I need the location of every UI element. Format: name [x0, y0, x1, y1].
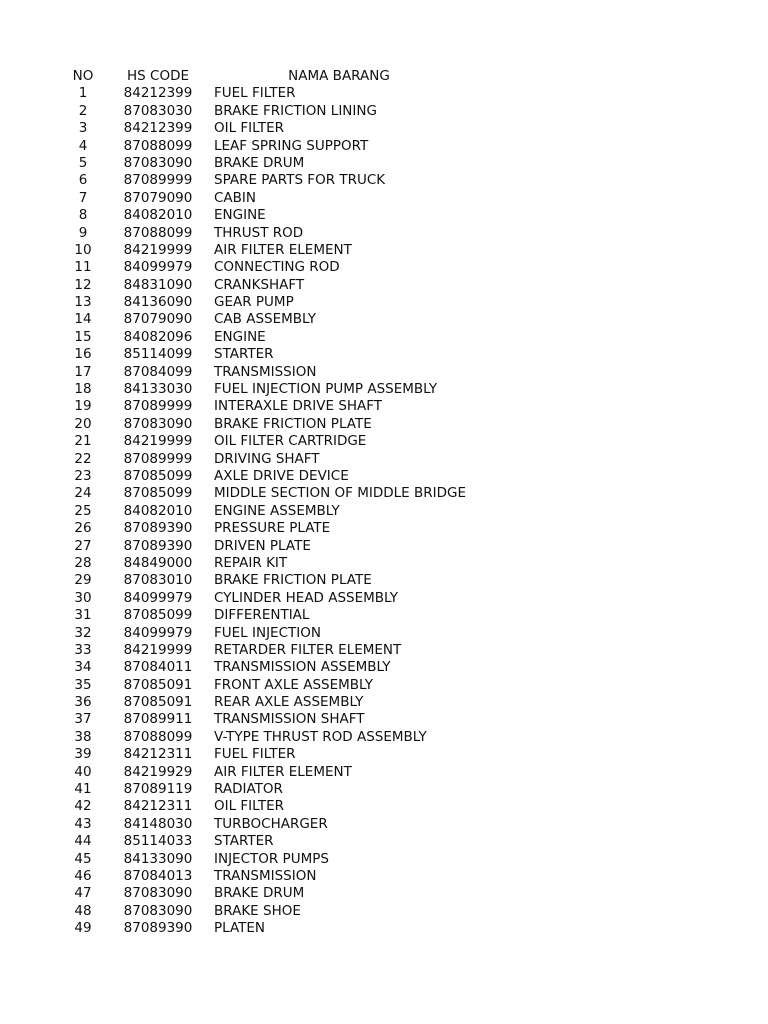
- row-no: 3: [78, 120, 88, 137]
- row-hs-code: 87079090: [123, 311, 193, 328]
- row-hs-code: 87089390: [123, 537, 193, 554]
- row-hs-code: 84212311: [123, 798, 193, 815]
- row-item-name: FRONT AXLE ASSEMBLY: [214, 676, 374, 693]
- table-row: [60, 520, 500, 537]
- table-row: [60, 451, 500, 468]
- row-hs-code: 87089999: [123, 398, 193, 415]
- row-item-name: GEAR PUMP: [214, 294, 294, 311]
- row-hs-code: 84082096: [123, 328, 193, 345]
- row-hs-code: 87088099: [123, 728, 193, 745]
- row-item-name: REAR AXLE ASSEMBLY: [214, 694, 364, 711]
- table-row: [60, 625, 500, 642]
- table-row: [60, 346, 500, 363]
- row-item-name: DRIVING SHAFT: [214, 450, 320, 467]
- row-hs-code: 84219999: [123, 241, 193, 258]
- table-row: [60, 851, 500, 868]
- row-hs-code: 84831090: [123, 276, 193, 293]
- row-item-name: AIR FILTER ELEMENT: [214, 763, 352, 780]
- table-row: [60, 746, 500, 763]
- header-no: NO: [72, 68, 94, 84]
- table-row: [60, 398, 500, 415]
- row-hs-code: 87085091: [123, 694, 193, 711]
- row-hs-code: 84849000: [123, 554, 193, 571]
- table-row: [60, 659, 500, 676]
- row-no: 14: [74, 311, 92, 328]
- row-item-name: RADIATOR: [214, 781, 283, 798]
- row-no: 38: [74, 728, 92, 745]
- row-no: 19: [74, 398, 92, 415]
- row-no: 45: [74, 850, 92, 867]
- row-no: 11: [74, 259, 92, 276]
- row-hs-code: 84148030: [123, 815, 193, 832]
- row-hs-code: 84133030: [123, 381, 193, 398]
- table-row: [60, 764, 500, 781]
- row-no: 32: [74, 624, 92, 641]
- table-row: [60, 190, 500, 207]
- table-row: [60, 172, 500, 189]
- row-item-name: DRIVEN PLATE: [214, 537, 311, 554]
- row-item-name: MIDDLE SECTION OF MIDDLE BRIDGE: [214, 485, 466, 502]
- row-item-name: OIL FILTER CARTRIDGE: [214, 433, 367, 450]
- table-row: [60, 572, 500, 589]
- goods-table: [60, 68, 500, 938]
- row-item-name: TURBOCHARGER: [214, 815, 328, 832]
- row-hs-code: 84212399: [123, 85, 193, 102]
- row-item-name: V-TYPE THRUST ROD ASSEMBLY: [214, 728, 427, 745]
- table-row: [60, 259, 500, 276]
- table-row: [60, 329, 500, 346]
- table-row: [60, 816, 500, 833]
- row-no: 47: [74, 885, 92, 902]
- table-row: [60, 468, 500, 485]
- table-row: [60, 798, 500, 815]
- table-row: [60, 503, 500, 520]
- row-item-name: SPARE PARTS FOR TRUCK: [214, 172, 386, 189]
- row-no: 10: [74, 241, 92, 258]
- table-row: [60, 833, 500, 850]
- row-no: 25: [74, 502, 92, 519]
- row-item-name: PLATEN: [214, 920, 266, 937]
- row-hs-code: 84219929: [123, 763, 193, 780]
- row-hs-code: 87089119: [123, 781, 193, 798]
- row-hs-code: 85114099: [123, 346, 193, 363]
- row-no: 35: [74, 676, 92, 693]
- row-no: 6: [78, 172, 88, 189]
- table-row: [60, 885, 500, 902]
- row-hs-code: 87084099: [123, 363, 193, 380]
- row-no: 22: [74, 450, 92, 467]
- row-no: 39: [74, 746, 92, 763]
- row-no: 46: [74, 867, 92, 884]
- table-row: [60, 416, 500, 433]
- row-item-name: BRAKE FRICTION LINING: [214, 102, 377, 119]
- row-no: 49: [74, 920, 92, 937]
- row-item-name: INJECTOR PUMPS: [214, 850, 329, 867]
- row-item-name: CAB ASSEMBLY: [214, 311, 317, 328]
- row-hs-code: 87083090: [123, 902, 193, 919]
- row-no: 15: [74, 328, 92, 345]
- row-item-name: OIL FILTER: [214, 798, 284, 815]
- row-item-name: INTERAXLE DRIVE SHAFT: [214, 398, 383, 415]
- table-row: [60, 677, 500, 694]
- row-no: 5: [78, 154, 88, 171]
- row-hs-code: 87083090: [123, 154, 193, 171]
- table-row: [60, 138, 500, 155]
- row-hs-code: 85114033: [123, 833, 193, 850]
- row-item-name: OIL FILTER: [214, 120, 284, 137]
- row-no: 4: [78, 137, 88, 154]
- row-no: 9: [78, 224, 88, 241]
- row-hs-code: 87089911: [123, 711, 193, 728]
- row-item-name: THRUST ROD: [214, 224, 304, 241]
- row-item-name: TRANSMISSION: [214, 867, 317, 884]
- table-row: [60, 242, 500, 259]
- row-no: 20: [74, 415, 92, 432]
- row-no: 17: [74, 363, 92, 380]
- row-no: 27: [74, 537, 92, 554]
- row-hs-code: 87088099: [123, 137, 193, 154]
- row-item-name: CYLINDER HEAD ASSEMBLY: [214, 589, 399, 606]
- row-hs-code: 84099979: [123, 589, 193, 606]
- table-row: [60, 207, 500, 224]
- row-item-name: CRANKSHAFT: [214, 276, 305, 293]
- row-no: 29: [74, 572, 92, 589]
- row-hs-code: 84082010: [123, 502, 193, 519]
- row-item-name: FUEL INJECTION: [214, 624, 321, 641]
- row-hs-code: 87084013: [123, 867, 193, 884]
- table-row: [60, 642, 500, 659]
- row-no: 16: [74, 346, 92, 363]
- table-header-row: [60, 68, 500, 85]
- row-hs-code: 84219999: [123, 433, 193, 450]
- row-no: 7: [78, 189, 88, 206]
- table-row: [60, 485, 500, 502]
- row-no: 28: [74, 554, 92, 571]
- table-row: [60, 729, 500, 746]
- row-item-name: BRAKE FRICTION PLATE: [214, 572, 372, 589]
- row-item-name: AIR FILTER ELEMENT: [214, 241, 352, 258]
- row-item-name: BRAKE SHOE: [214, 902, 301, 919]
- table-row: [60, 103, 500, 120]
- row-item-name: ENGINE ASSEMBLY: [214, 502, 340, 519]
- row-hs-code: 84136090: [123, 294, 193, 311]
- row-item-name: FUEL FILTER: [214, 746, 296, 763]
- table-row: [60, 311, 500, 328]
- row-hs-code: 84099979: [123, 259, 193, 276]
- table-row: [60, 868, 500, 885]
- row-hs-code: 87084011: [123, 659, 193, 676]
- row-hs-code: 87085091: [123, 676, 193, 693]
- row-no: 18: [74, 381, 92, 398]
- table-row: [60, 590, 500, 607]
- row-no: 12: [74, 276, 92, 293]
- row-hs-code: 87079090: [123, 189, 193, 206]
- row-item-name: PRESSURE PLATE: [214, 520, 331, 537]
- row-hs-code: 87089999: [123, 172, 193, 189]
- row-no: 26: [74, 520, 92, 537]
- row-hs-code: 87083010: [123, 572, 193, 589]
- table-row: [60, 294, 500, 311]
- table-row: [60, 607, 500, 624]
- table-row: [60, 120, 500, 137]
- header-nama-barang: NAMA BARANG: [288, 68, 390, 84]
- row-item-name: TRANSMISSION: [214, 363, 317, 380]
- row-no: 37: [74, 711, 92, 728]
- table-row: [60, 694, 500, 711]
- row-hs-code: 84219999: [123, 641, 193, 658]
- row-item-name: BRAKE DRUM: [214, 154, 305, 171]
- row-no: 44: [74, 833, 92, 850]
- row-item-name: CONNECTING ROD: [214, 259, 340, 276]
- row-item-name: RETARDER FILTER ELEMENT: [214, 641, 402, 658]
- row-hs-code: 84099979: [123, 624, 193, 641]
- row-hs-code: 87085099: [123, 485, 193, 502]
- row-hs-code: 84212399: [123, 120, 193, 137]
- row-item-name: DIFFERENTIAL: [214, 607, 310, 624]
- row-item-name: CABIN: [214, 189, 257, 206]
- row-hs-code: 87088099: [123, 224, 193, 241]
- row-no: 13: [74, 294, 92, 311]
- row-no: 40: [74, 763, 92, 780]
- row-hs-code: 87089999: [123, 450, 193, 467]
- row-no: 24: [74, 485, 92, 502]
- row-no: 23: [74, 467, 92, 484]
- table-row: [60, 277, 500, 294]
- row-no: 43: [74, 815, 92, 832]
- table-body: [60, 85, 500, 937]
- row-item-name: ENGINE: [214, 328, 266, 345]
- row-item-name: LEAF SPRING SUPPORT: [214, 137, 369, 154]
- row-hs-code: 87083090: [123, 885, 193, 902]
- row-no: 2: [78, 102, 88, 119]
- table-row: [60, 155, 500, 172]
- row-no: 21: [74, 433, 92, 450]
- row-item-name: ENGINE: [214, 207, 266, 224]
- row-no: 48: [74, 902, 92, 919]
- table-row: [60, 364, 500, 381]
- table-row: [60, 920, 500, 937]
- row-item-name: BRAKE DRUM: [214, 885, 305, 902]
- row-item-name: STARTER: [214, 833, 274, 850]
- row-hs-code: 87083030: [123, 102, 193, 119]
- row-no: 8: [78, 207, 88, 224]
- row-item-name: STARTER: [214, 346, 274, 363]
- row-item-name: TRANSMISSION ASSEMBLY: [214, 659, 391, 676]
- row-no: 42: [74, 798, 92, 815]
- row-no: 41: [74, 781, 92, 798]
- table-row: [60, 538, 500, 555]
- table-row: [60, 711, 500, 728]
- row-item-name: FUEL FILTER: [214, 85, 296, 102]
- row-no: 33: [74, 641, 92, 658]
- row-item-name: REPAIR KIT: [214, 554, 288, 571]
- row-item-name: TRANSMISSION SHAFT: [214, 711, 365, 728]
- table-row: [60, 225, 500, 242]
- row-hs-code: 87085099: [123, 467, 193, 484]
- row-no: 30: [74, 589, 92, 606]
- table-row: [60, 85, 500, 102]
- row-item-name: BRAKE FRICTION PLATE: [214, 415, 372, 432]
- table-row: [60, 381, 500, 398]
- row-hs-code: 87085099: [123, 607, 193, 624]
- row-item-name: AXLE DRIVE DEVICE: [214, 467, 349, 484]
- row-no: 34: [74, 659, 92, 676]
- row-item-name: FUEL INJECTION PUMP ASSEMBLY: [214, 381, 438, 398]
- row-hs-code: 87083090: [123, 415, 193, 432]
- table-row: [60, 555, 500, 572]
- row-hs-code: 87089390: [123, 920, 193, 937]
- table-row: [60, 903, 500, 920]
- header-hs-code: HS CODE: [127, 68, 189, 84]
- row-hs-code: 87089390: [123, 520, 193, 537]
- row-hs-code: 84133090: [123, 850, 193, 867]
- row-no: 31: [74, 607, 92, 624]
- row-no: 1: [78, 85, 88, 102]
- row-hs-code: 84082010: [123, 207, 193, 224]
- table-row: [60, 433, 500, 450]
- row-hs-code: 84212311: [123, 746, 193, 763]
- table-row: [60, 781, 500, 798]
- row-no: 36: [74, 694, 92, 711]
